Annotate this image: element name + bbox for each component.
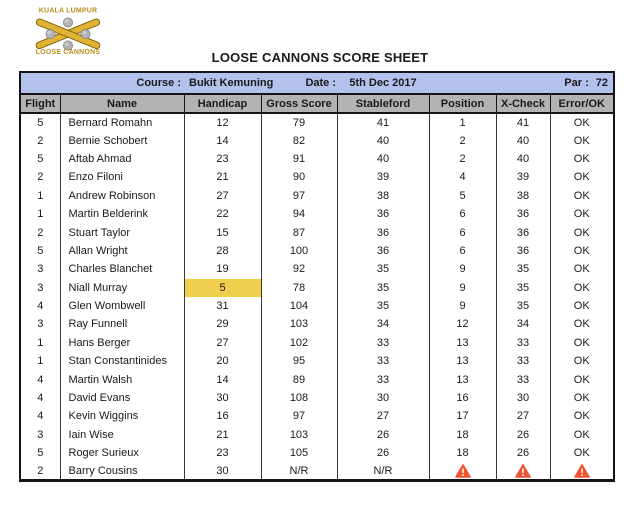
cell-stableford: 36 bbox=[337, 205, 429, 223]
col-header-xcheck: X-Check bbox=[496, 94, 550, 113]
cell-gross-score: 91 bbox=[261, 150, 337, 168]
cell-position: 9 bbox=[429, 279, 496, 297]
cell-position: 17 bbox=[429, 407, 496, 425]
cell-xcheck: 41 bbox=[496, 113, 550, 131]
table-row bbox=[20, 205, 614, 223]
cell-gross-score: 78 bbox=[261, 279, 337, 297]
cell-handicap: 5 bbox=[184, 279, 261, 297]
cell-error-ok: OK bbox=[550, 315, 614, 333]
cell-error-ok: OK bbox=[550, 187, 614, 205]
table-row bbox=[20, 223, 614, 241]
table-row bbox=[20, 131, 614, 149]
cell-position: 6 bbox=[429, 242, 496, 260]
cell-xcheck: 33 bbox=[496, 352, 550, 370]
cell-stableford: 33 bbox=[337, 352, 429, 370]
cell-handicap: 21 bbox=[184, 168, 261, 186]
cell-stableford: 39 bbox=[337, 168, 429, 186]
cell-name: Stuart Taylor bbox=[60, 223, 184, 241]
cell-handicap: 16 bbox=[184, 407, 261, 425]
cell-handicap: 23 bbox=[184, 444, 261, 462]
cell-name: Barry Cousins bbox=[60, 462, 184, 480]
cell-flight: 3 bbox=[20, 260, 60, 278]
cell-flight: 5 bbox=[20, 444, 60, 462]
cell-stableford: 26 bbox=[337, 444, 429, 462]
cell-xcheck: 35 bbox=[496, 279, 550, 297]
cell-position: 9 bbox=[429, 260, 496, 278]
cell-handicap: 28 bbox=[184, 242, 261, 260]
cell-name: Martin Walsh bbox=[60, 370, 184, 388]
cell-handicap: 15 bbox=[184, 223, 261, 241]
cell-position: 2 bbox=[429, 131, 496, 149]
cell-gross-score: 97 bbox=[261, 407, 337, 425]
cell-stableford: 35 bbox=[337, 279, 429, 297]
course-value: Bukit Kemuning bbox=[189, 77, 274, 89]
cell-xcheck: 36 bbox=[496, 205, 550, 223]
cell-xcheck: 36 bbox=[496, 223, 550, 241]
cell-name: Martin Belderink bbox=[60, 205, 184, 223]
col-header-error: Error/OK bbox=[550, 94, 614, 113]
table-row bbox=[20, 426, 614, 444]
warning-icon bbox=[515, 464, 531, 478]
cell-position: 16 bbox=[429, 389, 496, 407]
cell-flight: 2 bbox=[20, 131, 60, 149]
cell-name: Charles Blanchet bbox=[60, 260, 184, 278]
cell-gross-score: 79 bbox=[261, 113, 337, 131]
cell-error-ok: OK bbox=[550, 352, 614, 370]
cell-gross-score: 97 bbox=[261, 187, 337, 205]
cell-flight: 3 bbox=[20, 315, 60, 333]
cell-name: David Evans bbox=[60, 389, 184, 407]
cell-name: Aftab Ahmad bbox=[60, 150, 184, 168]
table-row bbox=[20, 297, 614, 315]
cell-stableford: 35 bbox=[337, 260, 429, 278]
cell-flight: 4 bbox=[20, 297, 60, 315]
cell-handicap: 20 bbox=[184, 352, 261, 370]
cell-stableford: 30 bbox=[337, 389, 429, 407]
cell-handicap: 30 bbox=[184, 462, 261, 480]
cell-flight: 4 bbox=[20, 389, 60, 407]
cell-position: 4 bbox=[429, 168, 496, 186]
cell-name: Iain Wise bbox=[60, 426, 184, 444]
par-cell bbox=[429, 72, 614, 94]
cell-flight: 3 bbox=[20, 279, 60, 297]
table-row bbox=[20, 260, 614, 278]
cell-error-ok: OK bbox=[550, 168, 614, 186]
cell-handicap: 29 bbox=[184, 315, 261, 333]
cell-stableford: 34 bbox=[337, 315, 429, 333]
cell-gross-score: 82 bbox=[261, 131, 337, 149]
cell-stableford: N/R bbox=[337, 462, 429, 480]
cell-error-ok: OK bbox=[550, 131, 614, 149]
cell-name: Kevin Wiggins bbox=[60, 407, 184, 425]
cell-gross-score: 89 bbox=[261, 370, 337, 388]
warning-icon bbox=[574, 464, 590, 478]
cell-error-ok: OK bbox=[550, 242, 614, 260]
cell-handicap: 30 bbox=[184, 389, 261, 407]
cell-error-ok: OK bbox=[550, 150, 614, 168]
course-date-cell bbox=[184, 72, 337, 94]
cell-error-ok: OK bbox=[550, 223, 614, 241]
cell-stableford: 36 bbox=[337, 223, 429, 241]
cell-flight: 4 bbox=[20, 370, 60, 388]
cell-stableford: 38 bbox=[337, 187, 429, 205]
cell-flight: 2 bbox=[20, 168, 60, 186]
cell-gross-score: 103 bbox=[261, 315, 337, 333]
cell-error-ok: OK bbox=[550, 205, 614, 223]
cell-flight: 1 bbox=[20, 334, 60, 352]
cell-gross-score: 105 bbox=[261, 444, 337, 462]
cell-stableford: 27 bbox=[337, 407, 429, 425]
cell-gross-score: N/R bbox=[261, 462, 337, 480]
cell-stableford: 41 bbox=[337, 113, 429, 131]
cell-handicap: 14 bbox=[184, 370, 261, 388]
cell-gross-score: 95 bbox=[261, 352, 337, 370]
col-header-flight: Flight bbox=[20, 94, 60, 113]
page-title: LOOSE CANNONS SCORE SHEET bbox=[211, 50, 429, 65]
cell-xcheck: 38 bbox=[496, 187, 550, 205]
cell-handicap: 31 bbox=[184, 297, 261, 315]
cell-gross-score: 87 bbox=[261, 223, 337, 241]
club-logo bbox=[28, 3, 108, 55]
cell-xcheck: 36 bbox=[496, 242, 550, 260]
cell-flight: 3 bbox=[20, 426, 60, 444]
cell-xcheck: 35 bbox=[496, 260, 550, 278]
cell-position: 18 bbox=[429, 426, 496, 444]
cell-name: Allan Wright bbox=[60, 242, 184, 260]
cell-name: Bernie Schobert bbox=[60, 131, 184, 149]
table-row bbox=[20, 113, 614, 131]
cell-flight: 1 bbox=[20, 352, 60, 370]
cell-name: Niall Murray bbox=[60, 279, 184, 297]
cell-handicap: 19 bbox=[184, 260, 261, 278]
cell-stableford: 35 bbox=[337, 297, 429, 315]
cell-position: 13 bbox=[429, 352, 496, 370]
cell-gross-score: 103 bbox=[261, 426, 337, 444]
cell-error-ok: OK bbox=[550, 279, 614, 297]
cell-name: Bernard Romahn bbox=[60, 113, 184, 131]
info-bar bbox=[20, 72, 614, 94]
table-row bbox=[20, 315, 614, 333]
score-table-body bbox=[20, 113, 614, 481]
cell-error-ok: OK bbox=[550, 370, 614, 388]
cell-xcheck: 39 bbox=[496, 168, 550, 186]
cell-xcheck: 40 bbox=[496, 131, 550, 149]
cell-gross-score: 102 bbox=[261, 334, 337, 352]
logo-bottom-text: LOOSE CANNONS bbox=[35, 49, 101, 55]
cell-name: Enzo Filoni bbox=[60, 168, 184, 186]
cell-error-ok bbox=[550, 462, 614, 480]
cell-xcheck: 40 bbox=[496, 150, 550, 168]
table-row bbox=[20, 352, 614, 370]
cell-stableford: 33 bbox=[337, 334, 429, 352]
cell-flight: 2 bbox=[20, 462, 60, 480]
cell-handicap: 27 bbox=[184, 187, 261, 205]
table-row bbox=[20, 334, 614, 352]
cell-error-ok: OK bbox=[550, 260, 614, 278]
cell-error-ok: OK bbox=[550, 389, 614, 407]
cell-error-ok: OK bbox=[550, 426, 614, 444]
cell-gross-score: 90 bbox=[261, 168, 337, 186]
cell-gross-score: 104 bbox=[261, 297, 337, 315]
cell-error-ok: OK bbox=[550, 297, 614, 315]
cell-gross-score: 108 bbox=[261, 389, 337, 407]
cell-xcheck: 33 bbox=[496, 370, 550, 388]
cell-gross-score: 100 bbox=[261, 242, 337, 260]
cell-xcheck: 35 bbox=[496, 297, 550, 315]
logo-top-text: KUALA LUMPUR bbox=[38, 7, 98, 15]
cell-xcheck: 26 bbox=[496, 444, 550, 462]
cell-position: 6 bbox=[429, 223, 496, 241]
cell-position bbox=[429, 462, 496, 480]
cell-position: 13 bbox=[429, 370, 496, 388]
cell-stableford: 40 bbox=[337, 131, 429, 149]
col-header-handicap: Handicap bbox=[184, 94, 261, 113]
table-row bbox=[20, 407, 614, 425]
cell-name: Stan Constantinides bbox=[60, 352, 184, 370]
cell-handicap: 27 bbox=[184, 334, 261, 352]
table-row bbox=[20, 150, 614, 168]
warning-icon bbox=[455, 464, 471, 478]
cell-position: 6 bbox=[429, 205, 496, 223]
col-header-stableford: Stableford bbox=[337, 94, 429, 113]
table-row bbox=[20, 187, 614, 205]
date-label: Date : bbox=[305, 77, 336, 89]
table-row bbox=[20, 370, 614, 388]
table-row bbox=[20, 279, 614, 297]
table-row bbox=[20, 168, 614, 186]
par-label: Par : bbox=[564, 77, 589, 89]
col-header-name: Name bbox=[60, 94, 184, 113]
course-label: Course : bbox=[20, 72, 184, 94]
cell-xcheck bbox=[496, 462, 550, 480]
cell-flight: 4 bbox=[20, 407, 60, 425]
cell-flight: 1 bbox=[20, 187, 60, 205]
cell-gross-score: 92 bbox=[261, 260, 337, 278]
cell-name: Roger Surieux bbox=[60, 444, 184, 462]
cell-position: 18 bbox=[429, 444, 496, 462]
col-header-gross: Gross Score bbox=[261, 94, 337, 113]
cell-xcheck: 27 bbox=[496, 407, 550, 425]
cell-xcheck: 33 bbox=[496, 334, 550, 352]
cell-stableford: 40 bbox=[337, 150, 429, 168]
cell-stableford: 26 bbox=[337, 426, 429, 444]
cell-xcheck: 26 bbox=[496, 426, 550, 444]
cell-position: 13 bbox=[429, 334, 496, 352]
cell-stableford: 36 bbox=[337, 242, 429, 260]
cell-position: 12 bbox=[429, 315, 496, 333]
column-header-row bbox=[20, 94, 614, 113]
table-row bbox=[20, 462, 614, 480]
cell-error-ok: OK bbox=[550, 334, 614, 352]
cell-position: 2 bbox=[429, 150, 496, 168]
cell-stableford: 33 bbox=[337, 370, 429, 388]
col-header-position: Position bbox=[429, 94, 496, 113]
cell-position: 9 bbox=[429, 297, 496, 315]
cell-xcheck: 34 bbox=[496, 315, 550, 333]
cell-handicap: 21 bbox=[184, 426, 261, 444]
table-row bbox=[20, 389, 614, 407]
cell-handicap: 12 bbox=[184, 113, 261, 131]
cell-position: 5 bbox=[429, 187, 496, 205]
cell-error-ok: OK bbox=[550, 407, 614, 425]
date-value: 5th Dec 2017 bbox=[337, 72, 429, 94]
cell-flight: 5 bbox=[20, 150, 60, 168]
cell-name: Glen Wombwell bbox=[60, 297, 184, 315]
cell-xcheck: 30 bbox=[496, 389, 550, 407]
cell-handicap: 14 bbox=[184, 131, 261, 149]
table-row bbox=[20, 242, 614, 260]
cell-name: Hans Berger bbox=[60, 334, 184, 352]
cell-name: Andrew Robinson bbox=[60, 187, 184, 205]
score-table bbox=[19, 71, 615, 482]
cell-flight: 2 bbox=[20, 223, 60, 241]
cell-flight: 5 bbox=[20, 113, 60, 131]
par-value: 72 bbox=[595, 77, 608, 89]
cell-flight: 1 bbox=[20, 205, 60, 223]
cell-error-ok: OK bbox=[550, 113, 614, 131]
cell-position: 1 bbox=[429, 113, 496, 131]
table-row bbox=[20, 444, 614, 462]
cell-handicap: 23 bbox=[184, 150, 261, 168]
cell-flight: 5 bbox=[20, 242, 60, 260]
cell-gross-score: 94 bbox=[261, 205, 337, 223]
cell-handicap: 22 bbox=[184, 205, 261, 223]
cell-name: Ray Funnell bbox=[60, 315, 184, 333]
cell-error-ok: OK bbox=[550, 444, 614, 462]
